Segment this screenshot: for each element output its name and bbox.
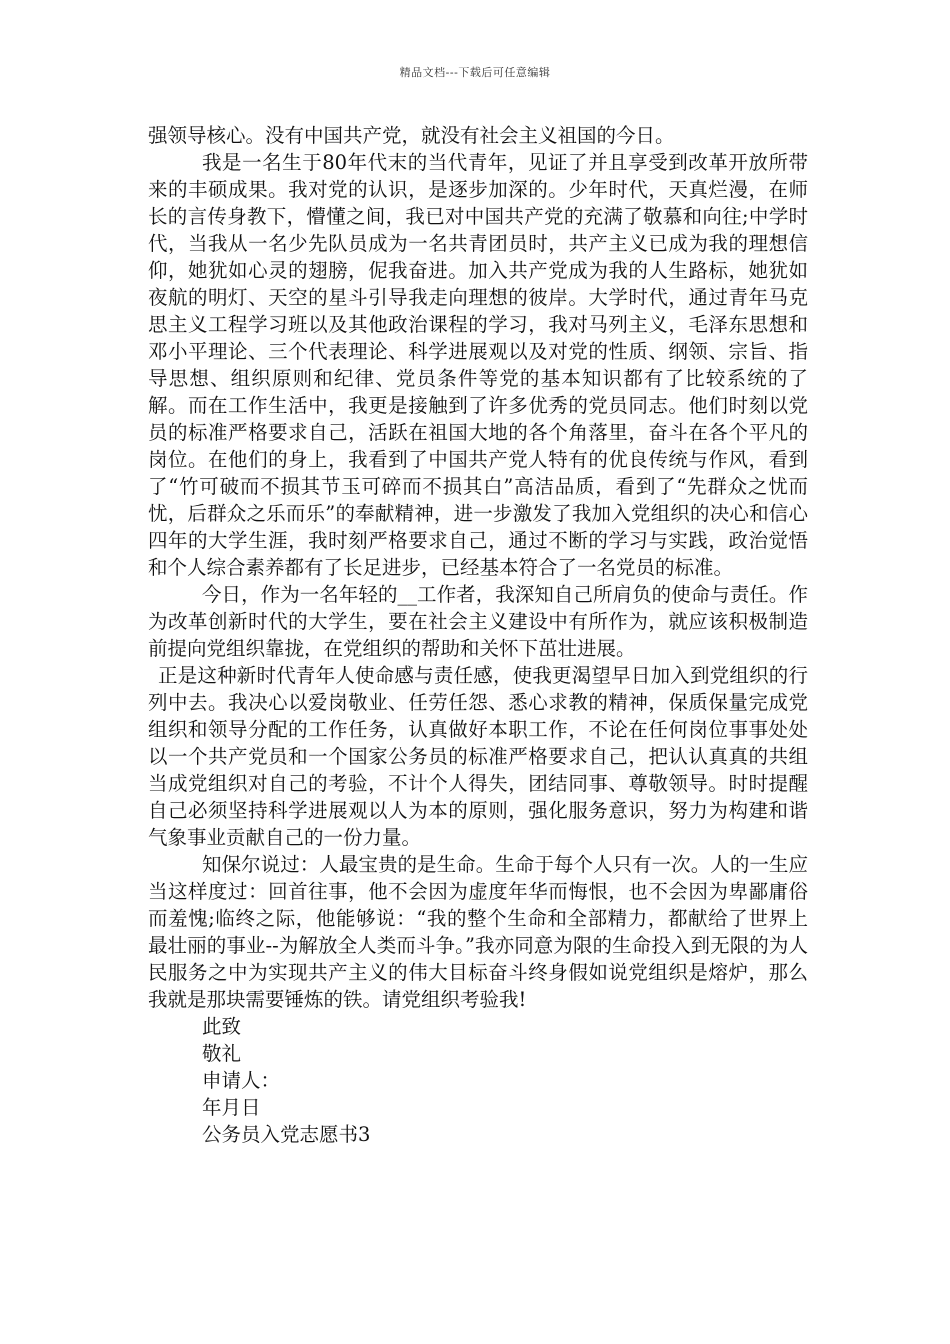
paragraph-continuation: 强领导核心。没有中国共产党，就没有社会主义祖国的今日。	[148, 124, 675, 147]
document-body	[148, 122, 808, 1148]
closing-regards: 敬礼	[202, 1042, 242, 1065]
next-section-title: 公务员入党志愿书3	[202, 1123, 371, 1146]
paragraph-quote: 知保尔说过：人最宝贵的是生命。生命于每个人只有一次。人的一生应当这样度过：回首往事，他不会因为虚度年华而悔恨，也不会因为卑鄙庸俗而羞愧;临终之际，他能够说：“我的整个生命和全部精力，都献给了世界上最壮丽的事业--为解放全人类而斗争。”我亦同意为限的生命投入到无限的为人民服务之中为实现共产主义的伟大目标奋斗终身假如说党组织是熔炉，那么我就是那块需要锤炼的铁。请党组织考验我!	[148, 853, 808, 1011]
paragraph-party-understanding: 我是一名生于80年代末的当代青年，见证了并且享受到改革开放所带来的丰硕成果。我对党的认识，是逐步加深的。少年时代，天真烂漫，在师长的言传身教下，懵懂之间，我已对中国共产党的充满了敬慕和向往;中学时代，当我从一名少先队员成为一名共青团员时，共产主义已成为我的理想信仰，她犹如心灵的翅膀，伲我奋进。加入共产党成为我的人生路标，她犹如夜航的明灯、天空的星斗引导我走向理想的彼岸。大学时代，通过青年马克思主义工程学习班以及其他政治课程的学习，我对马列主义，毛泽东思想和邓小平理论、三个代表理论、科学进展观以及对党的性质、纲领、宗旨、指导思想、组织原则和纪律、党员条件等党的基本知识都有了比较系统的了解。而在工作生活中，我更是接触到了许多优秀的党员同志。他们时刻以党员的标准严格要求自己，活跃在祖国大地的各个角落里，奋斗在各个平凡的岗位。在他们的身上，我看到了中国共产党人特有的优良传统与作风，看到了“竹可破而不损其节玉可碎而不损其白”高洁品质，看到了“先群众之忧而忧，后群众之乐而乐”的奉献精神，进一步激发了我加入党组织的决心和信心四年的大学生涯，我时刻严格要求自己，通过不断的学习与实践，政治觉悟和个人综合素养都有了长足进步，已经基本符合了一名党员的标准。	[148, 151, 808, 579]
date-label: 年月日	[202, 1096, 261, 1119]
paragraph-responsibility: 今日，作为一名年轻的__工作者，我深知自己所肩负的使命与责任。作为改革创新时代的大学生，要在社会主义建设中有所作为，就应该积极制造前提向党组织靠拢，在党组织的帮助和关怀下茁壮进展。	[148, 583, 808, 660]
paragraph-determination: 正是这种新时代青年人使命感与责任感，使我更渴望早日加入到党组织的行列中去。我决心以爱岗敬业、任劳任怨、悉心求教的精神，保质保量完成党组织和领导分配的工作任务，认真做好本职工作，不论在任何岗位事事处处以一个共产党员和一个国家公务员的标准严格要求自己，把认认真真的共组当成党组织对自己的考验，不计个人得失，团结同事、尊敬领导。时时提醒自己必须坚持科学进展观以人为本的原则，强化服务意识，努力为构建和谐气象事业贡献自己的一份力量。	[148, 664, 808, 849]
closing-salutation: 此致	[202, 1015, 242, 1038]
applicant-label: 申请人：	[202, 1069, 281, 1092]
page-header: 精品文档---下载后可任意编辑	[399, 66, 551, 79]
